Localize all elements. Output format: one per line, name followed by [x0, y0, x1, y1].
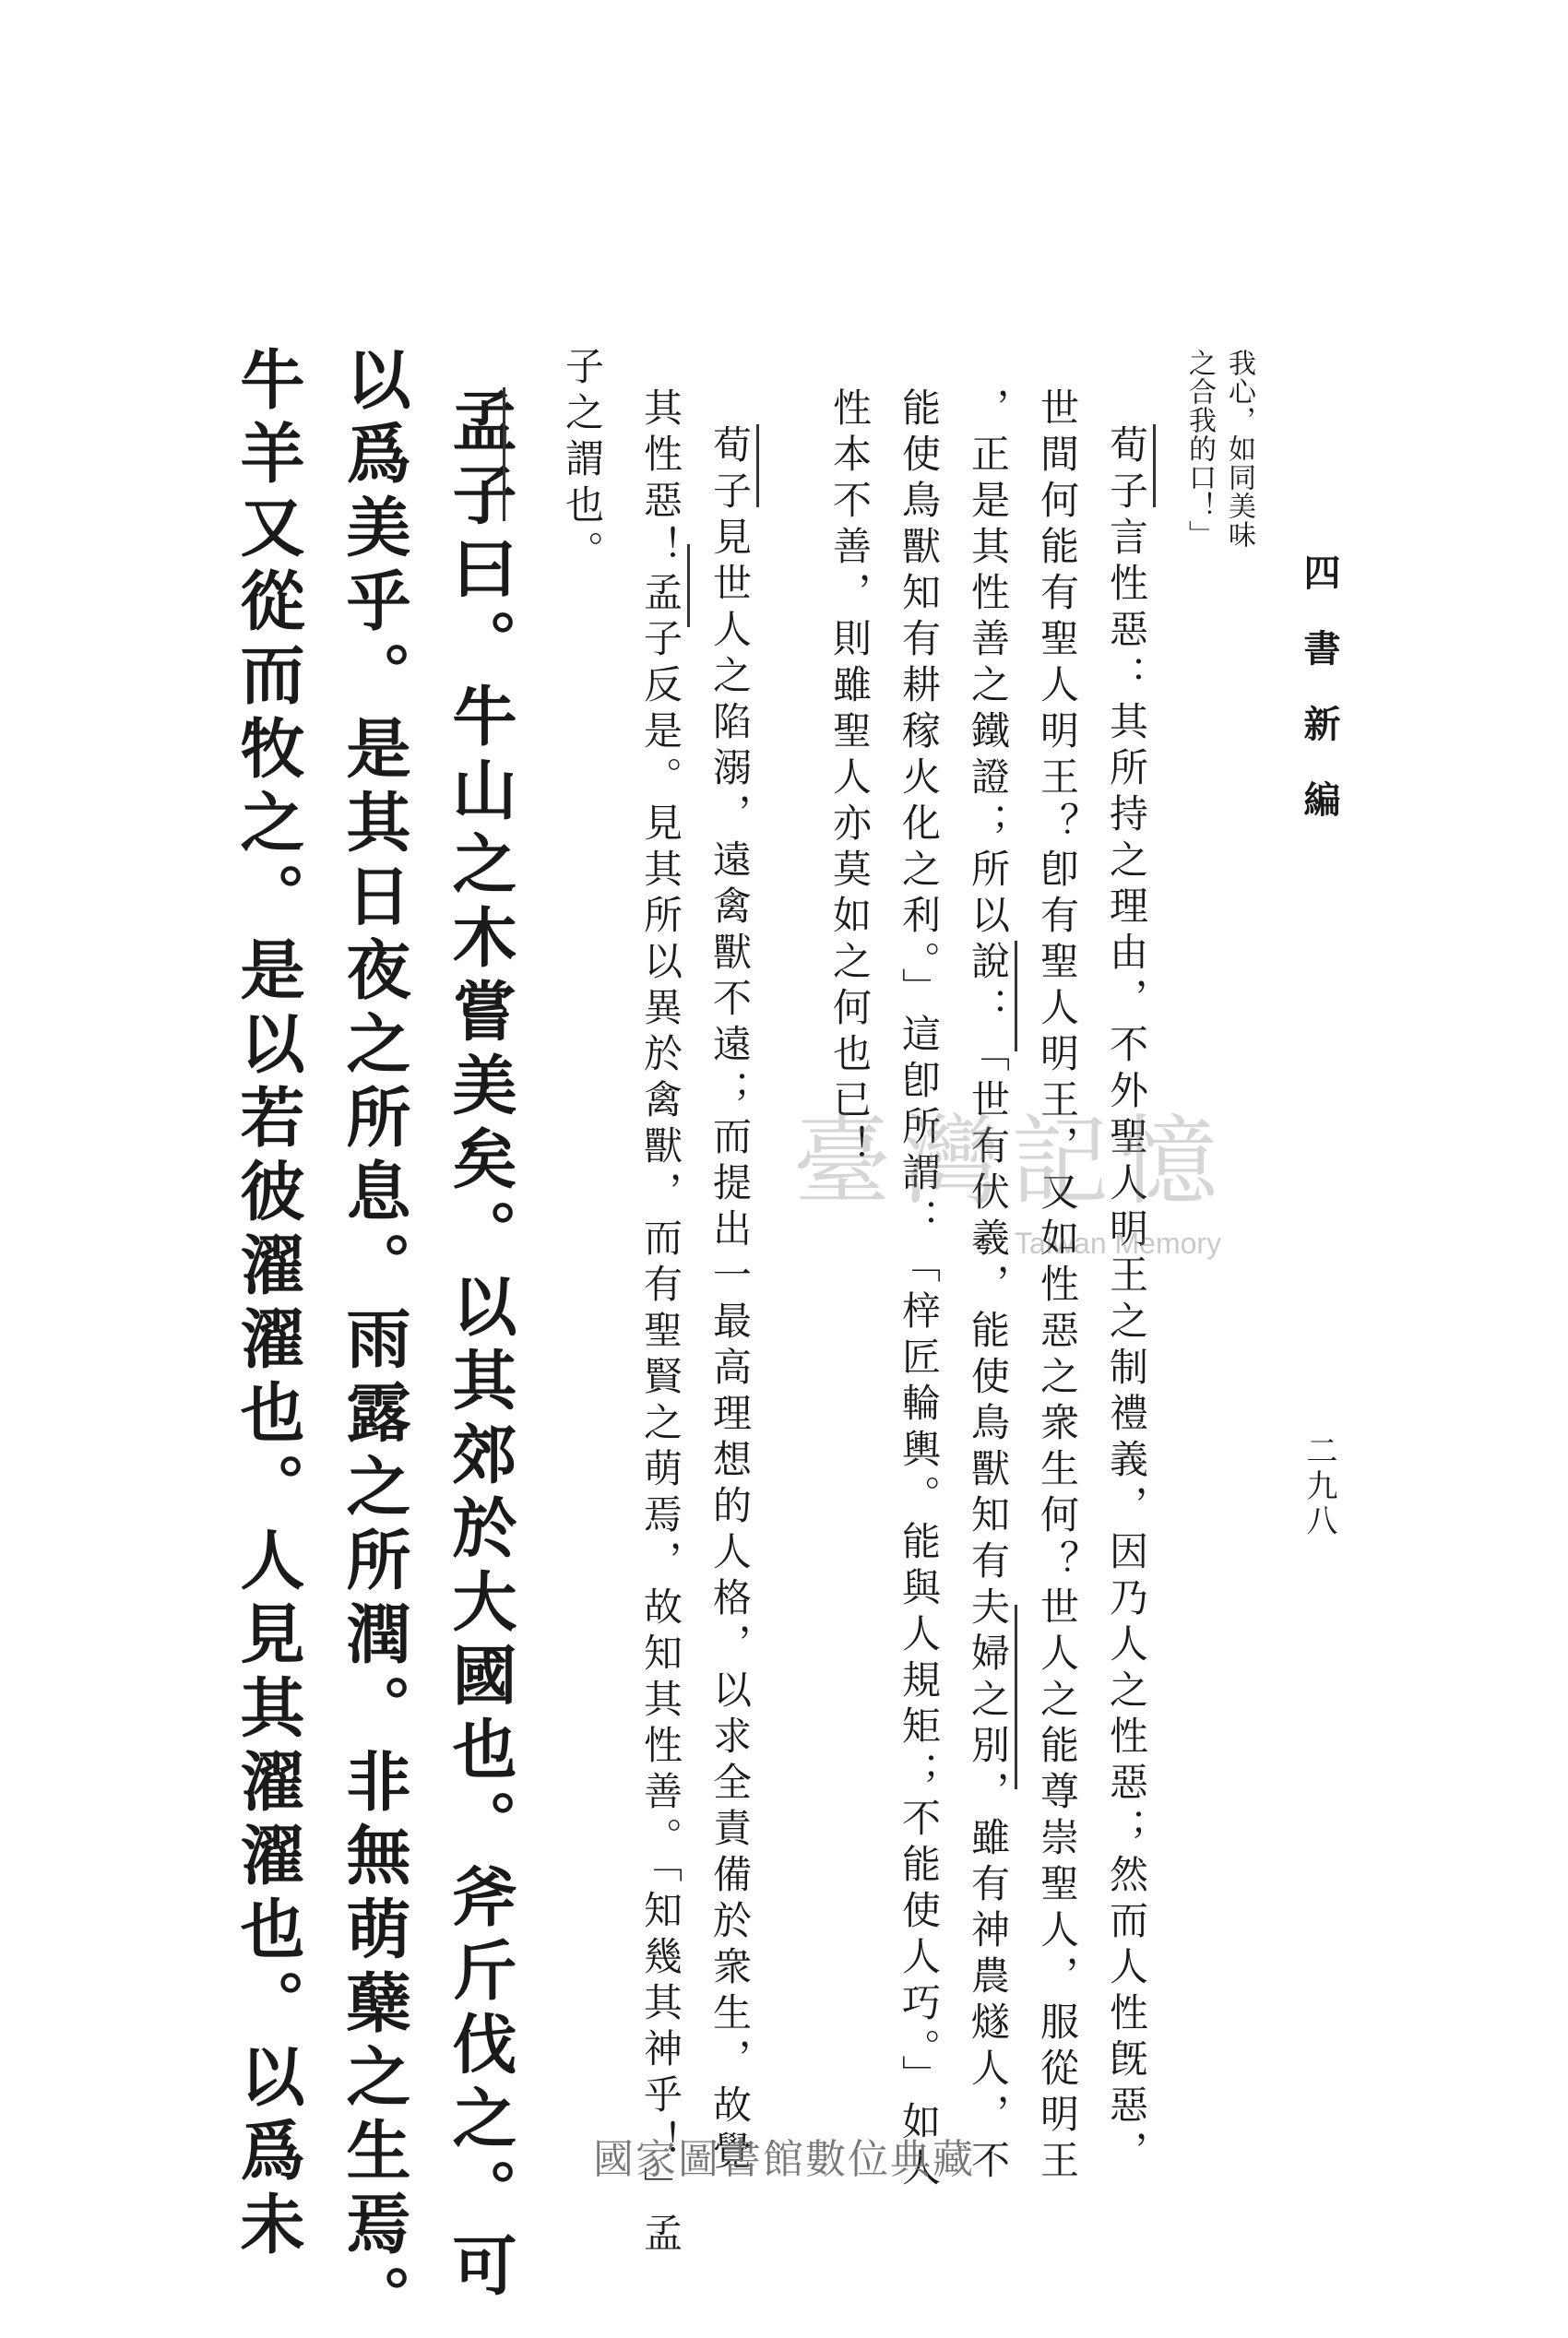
name-mark-xunzi-1 [1153, 424, 1156, 507]
watermark-logo: 臺灣記憶 [793, 1105, 1229, 1218]
running-header: 四書新編 [1298, 553, 1341, 856]
name-mark-mencius-1 [687, 544, 690, 627]
classic-text-column-3: 牛羊又從而牧之。是以若彼濯濯也。人見其濯濯也。以爲未 [230, 346, 306, 2264]
watermark-subtitle: Taiwan Memory [1015, 1227, 1222, 1260]
text-column-10: 子之謂也。 [560, 346, 605, 576]
name-mark-shennong-suiren [1015, 1605, 1017, 1789]
text-column-5: ，正是其性善之鐵證；所以說：「世有伏羲，能使鳥獸知有夫婦之別，雖有神農燧人，不 [966, 387, 1011, 2186]
text-column-1: 我心，如同美味 [1223, 349, 1255, 549]
name-mark-xunzi-2 [756, 424, 759, 507]
archive-footer: 國家圖書館數位典藏 [593, 2136, 975, 2183]
text-column-6: 能使鳥獸知有耕稼火化之利。」這卽所謂：「梓匠輪輿。能與人規矩；不能使人巧。」如人 [897, 387, 942, 2193]
text-column-4: 世間何能有聖人明王？卽有聖人明王，又如性惡之衆生何？世人之能尊崇聖人，服從明王 [1035, 387, 1080, 2186]
text-column-2: 之合我的口！」 [1183, 349, 1216, 549]
classic-text-column-2: 以爲美乎。是其日夜之所息。雨露之所潤。非無萌蘖之生焉。 [336, 346, 412, 2338]
name-mark-mencius-2 [503, 387, 505, 521]
page-number: 二九八 [1301, 1434, 1337, 1539]
text-column-9: 其性惡！孟子反是。見其所以異於禽獸，而有聖賢之萌焉，故知其性善。「知幾其神乎！」孟 [638, 387, 683, 2259]
name-mark-fuxi [1015, 941, 1017, 1051]
text-column-7: 性本不善，則雖聖人亦莫如之何也已！ [827, 387, 873, 1171]
text-column-3: 荀子言性惡：其所持之理由，不外聖人明王之制禮義，因乃人之性惡；然而人性旣惡， [1104, 424, 1149, 2177]
classic-text-column-1: 孟子曰。牛山之木嘗美矣。以其郊於大國也。斧斤伐之。可 [442, 387, 518, 2306]
text-column-8: 荀子見世人之陷溺，遠禽獸不遠；而提出一最高理想的人格，以求全責備於衆生，故覺 [707, 424, 753, 2177]
